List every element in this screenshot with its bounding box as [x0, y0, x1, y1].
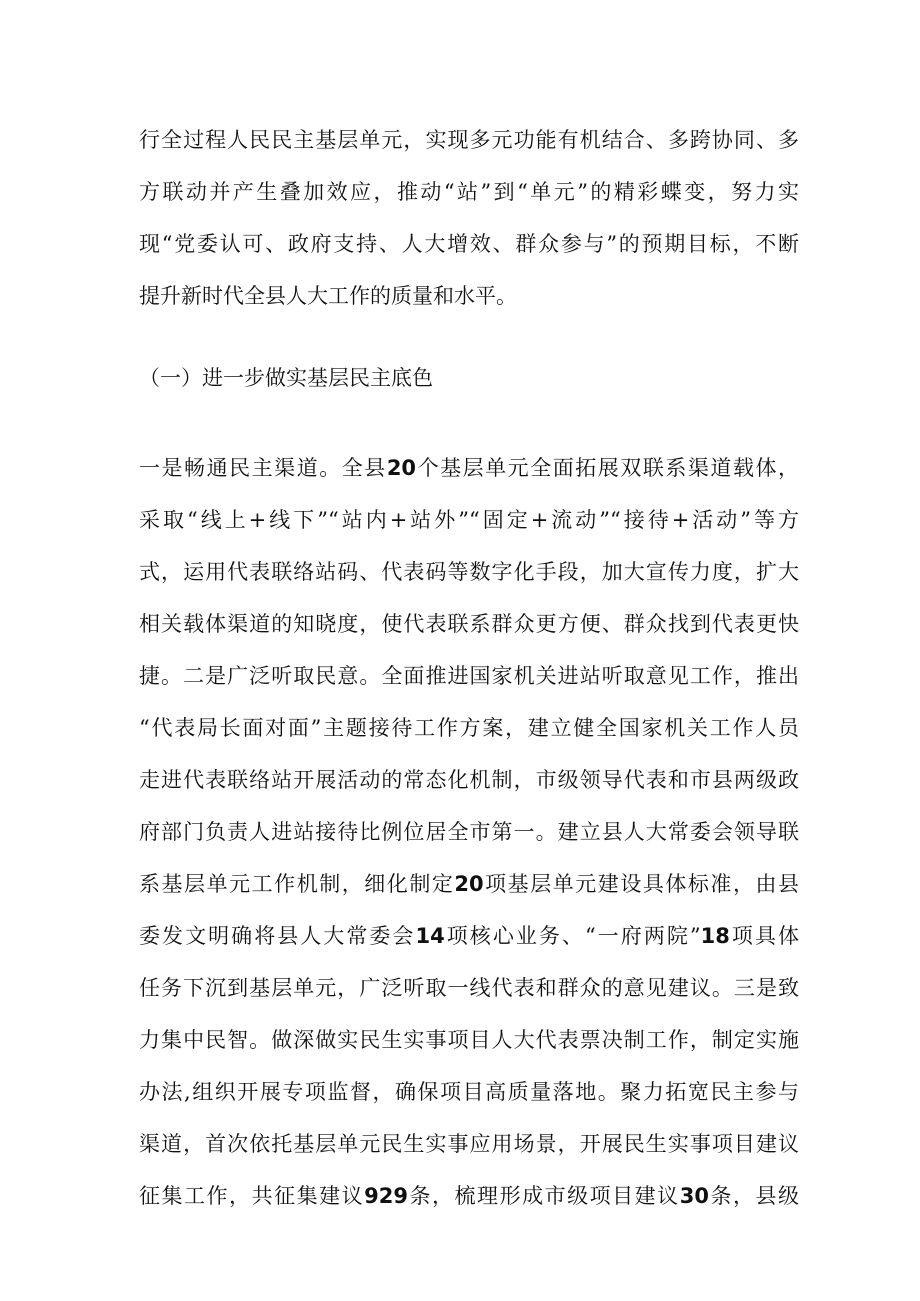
text-segment: 走进代表联络站开展活动的常态化机制，市级领导代表和市县两级政	[139, 768, 799, 792]
text-segment: 征集工作，共征集建议	[139, 1184, 365, 1208]
number-highlight: 929	[364, 1184, 408, 1208]
text-segment: 项核心业务、“一府两院”	[444, 924, 701, 948]
number-highlight: 20	[386, 456, 417, 480]
text-segment: 项具体	[729, 924, 799, 948]
paragraph-line	[139, 598, 799, 650]
text-segment: 捷。二是广泛听取民意。全面推进国家机关进站听取意见工作，推出	[139, 664, 799, 688]
text-segment: 个基层单元全面拓展双联系渠道载体，	[416, 456, 799, 480]
paragraph-line	[139, 910, 799, 962]
text-segment: 办法,组织开展专项监督，确保项目高质量落地。聚力拓宽民主参与	[139, 1080, 799, 1104]
text-segment: 相关载体渠道的知晓度，使代表联系群众更方便、群众找到代表更快	[139, 612, 799, 636]
text-segment: 渠道，首次依托基层单元民生实事应用场景，开展民生实事项目建议	[139, 1132, 799, 1156]
text-segment: “代表局长面对面”主题接待工作方案，建立健全国家机关工作人员	[139, 716, 799, 740]
text-segment: 项基层单元建设具体标准，由县	[483, 872, 799, 896]
paragraph-line	[139, 1014, 799, 1066]
paragraph-line	[139, 1066, 799, 1118]
paragraph-line	[139, 702, 799, 754]
number-highlight: 18	[700, 924, 730, 948]
paragraph-line	[139, 650, 799, 702]
text-segment: 采取“线上+线下”“站内+站外”“固定+流动”“接待+活动”等方	[139, 508, 799, 532]
text-segment: 府部门负责人进站接待比例位居全市第一。建立县人大常委会领导联	[139, 820, 799, 844]
paragraph-line	[139, 1118, 799, 1170]
number-highlight: 30	[679, 1184, 709, 1208]
text-segment: 条，县级	[708, 1184, 799, 1208]
text-segment: 式，运用代表联络站码、代表码等数字化手段，加大宣传力度，扩大	[139, 560, 799, 584]
paragraph-line	[139, 442, 799, 494]
text-segment: 一是畅通民主渠道。全县	[139, 456, 387, 480]
paragraph-line	[139, 858, 799, 910]
text-segment: 委发文明确将县人大常委会	[139, 924, 416, 948]
number-highlight: 14	[415, 924, 445, 948]
paragraph-line	[139, 1170, 799, 1222]
paragraph-line	[139, 806, 799, 858]
paragraph-line	[139, 546, 799, 598]
intro-paragraph	[139, 114, 799, 322]
paragraph-line	[139, 962, 799, 1014]
paragraph-line: 现“党委认可、政府支持、人大增效、群众参与”的预期目标，不断	[139, 232, 799, 256]
paragraph-line: 提升新时代全县人大工作的质量和水平。	[139, 284, 517, 308]
text-segment: 条，梳理形成市级项目建议	[408, 1184, 680, 1208]
paragraph-line	[139, 754, 799, 806]
text-segment: 任务下沉到基层单元，广泛听取一线代表和群众的意见建议。三是致	[139, 976, 799, 1000]
body-paragraph	[139, 442, 799, 1222]
text-segment: 力集中民智。做深做实民生实事项目人大代表票决制工作，制定实施	[139, 1028, 799, 1052]
number-highlight: 20	[454, 872, 484, 896]
section-heading	[139, 352, 799, 404]
text-segment: 系基层单元工作机制，细化制定	[139, 872, 455, 896]
paragraph-line: 方联动并产生叠加效应，推动“站”到“单元”的精彩蝶变，努力实	[139, 180, 799, 204]
paragraph-line: 行全过程人民民主基层单元，实现多元功能有机结合、多跨协同、多	[139, 128, 799, 152]
section-heading-text: （一）进一步做实基层民主底色	[139, 366, 433, 390]
paragraph-line	[139, 494, 799, 546]
